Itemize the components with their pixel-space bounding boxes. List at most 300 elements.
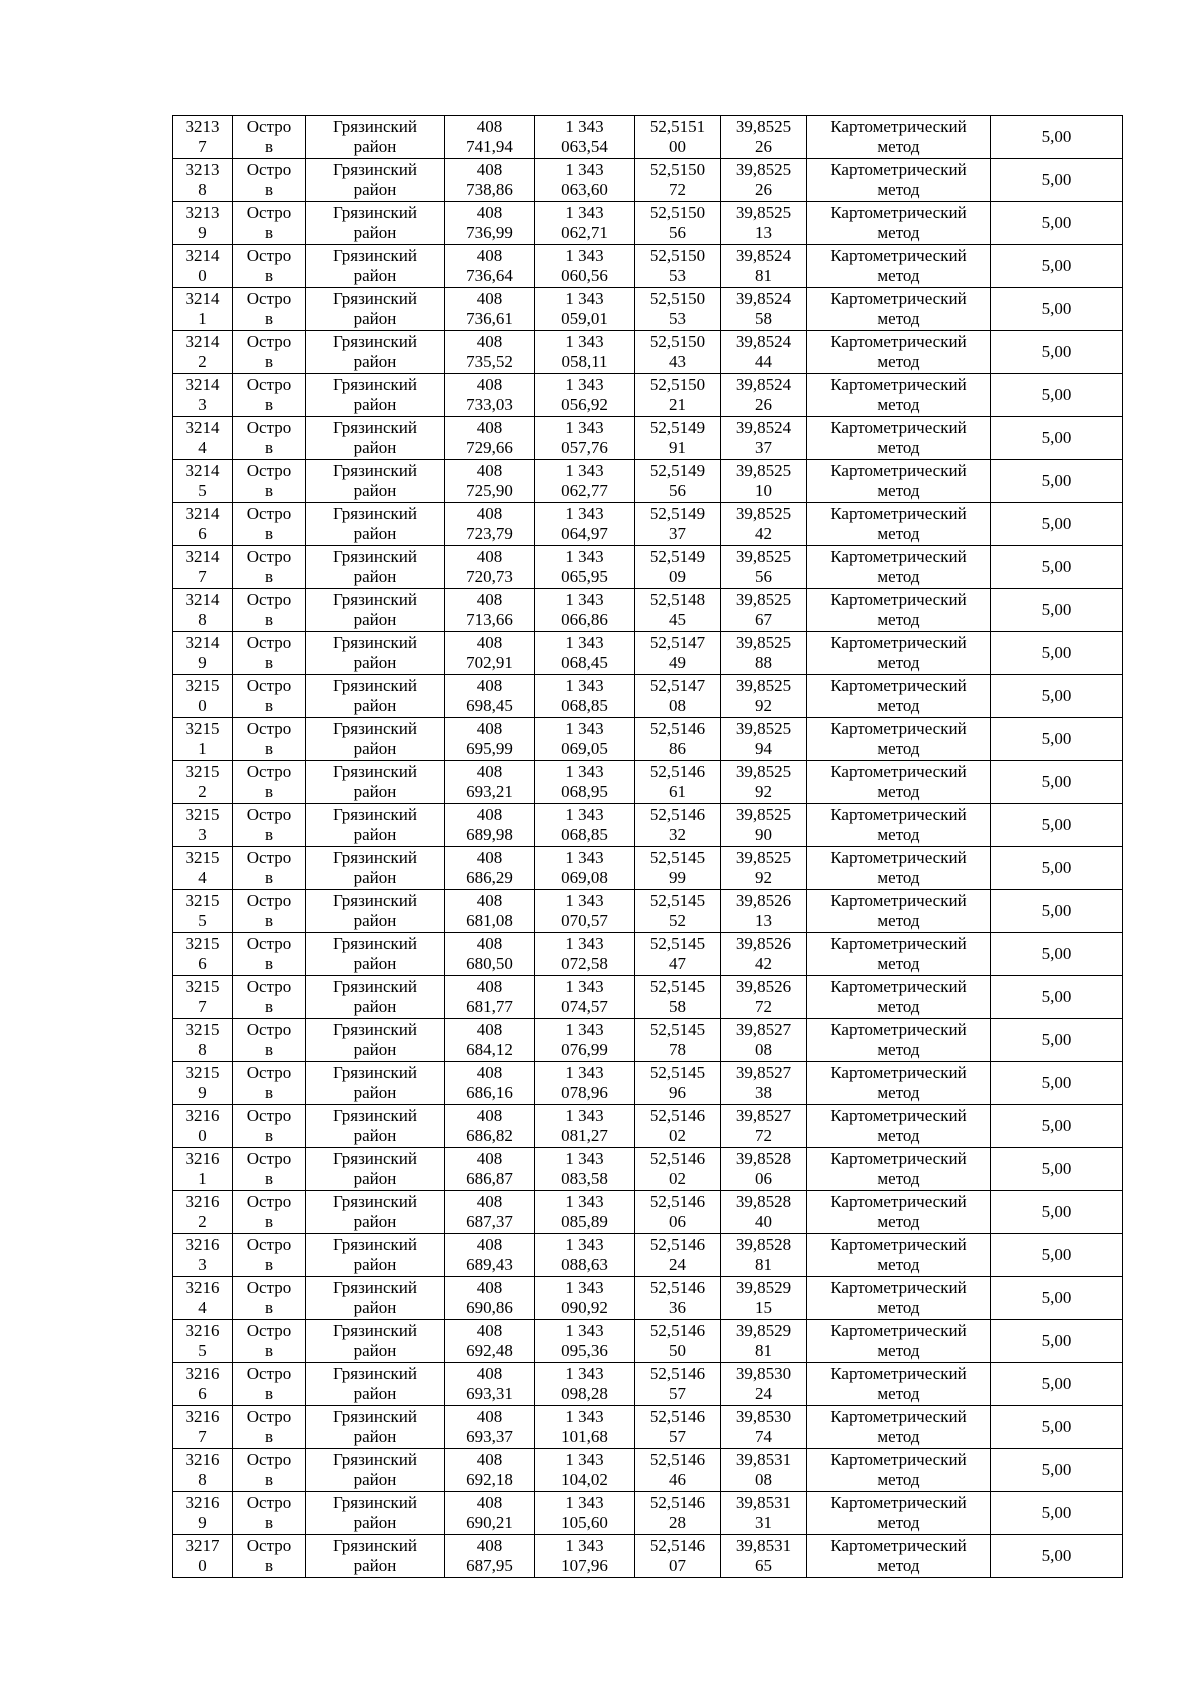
point-number-text: 3215 [185, 1063, 220, 1082]
coord-x-text: 408 [476, 676, 503, 695]
coord-y-text: 060,56 [561, 266, 608, 285]
coord-y-cell [535, 1320, 635, 1363]
method-text: метод [877, 223, 920, 242]
method-cell [807, 1449, 991, 1492]
accuracy-cell [991, 890, 1123, 933]
coord-x-cell [445, 159, 535, 202]
latitude-cell [635, 890, 721, 933]
district-text: Грязинский [333, 375, 417, 394]
district-text: район [353, 1255, 397, 1274]
longitude-text: 39,8525 [735, 805, 792, 824]
coord-y-text: 057,76 [561, 438, 608, 457]
object-type-cell [233, 1191, 306, 1234]
point-number-cell [173, 1406, 233, 1449]
latitude-text: 02 [669, 1169, 686, 1188]
coord-x-text: 690,86 [466, 1298, 513, 1317]
longitude-text: 39,8525 [735, 719, 792, 738]
object-type-cell [233, 804, 306, 847]
longitude-text: 39,8528 [735, 1235, 792, 1254]
longitude-text: 40 [755, 1212, 772, 1231]
district-cell [306, 1449, 445, 1492]
district-text: Грязинский [333, 805, 417, 824]
coord-y-text: 058,11 [561, 352, 608, 371]
latitude-cell [635, 1363, 721, 1406]
point-number-text: 3 [198, 825, 207, 844]
latitude-text: 46 [669, 1470, 686, 1489]
coord-y-cell [535, 1019, 635, 1062]
object-type-cell [233, 976, 306, 1019]
latitude-cell [635, 245, 721, 288]
object-type-cell [233, 1105, 306, 1148]
method-cell [807, 1320, 991, 1363]
latitude-text: 50 [669, 1341, 686, 1360]
coord-x-text: 408 [476, 1321, 503, 1340]
accuracy-text: 5,00 [1041, 1202, 1072, 1221]
table-row [173, 1406, 1123, 1449]
point-number-text: 7 [198, 567, 207, 586]
coord-y-text: 1 343 [565, 375, 604, 394]
method-text: Картометрический [830, 418, 967, 437]
latitude-text: 52,5145 [649, 1063, 706, 1082]
method-text: метод [877, 1513, 920, 1532]
accuracy-text: 5,00 [1041, 1030, 1072, 1049]
latitude-text: 52,5146 [649, 1493, 706, 1512]
point-number-text: 9 [198, 223, 207, 242]
coord-y-text: 1 343 [565, 848, 604, 867]
method-text: метод [877, 481, 920, 500]
district-cell [306, 1234, 445, 1277]
coord-y-cell [535, 1191, 635, 1234]
latitude-cell [635, 589, 721, 632]
coord-x-cell [445, 288, 535, 331]
coord-x-text: 725,90 [466, 481, 513, 500]
district-text: район [353, 567, 397, 586]
point-number-text: 3213 [185, 203, 220, 222]
object-type-text: Остро [246, 289, 292, 308]
coord-x-text: 408 [476, 375, 503, 394]
coord-x-text: 408 [476, 762, 503, 781]
coord-y-cell [535, 1449, 635, 1492]
method-cell [807, 374, 991, 417]
object-type-text: в [264, 1298, 274, 1317]
longitude-text: 39,8524 [735, 418, 792, 437]
method-cell [807, 245, 991, 288]
table-row [173, 417, 1123, 460]
coord-y-text: 064,97 [561, 524, 608, 543]
latitude-text: 52,5150 [649, 332, 706, 351]
latitude-cell [635, 1449, 721, 1492]
district-cell [306, 546, 445, 589]
longitude-text: 39,8525 [735, 117, 792, 136]
coord-y-cell [535, 890, 635, 933]
latitude-text: 52,5148 [649, 590, 706, 609]
latitude-cell [635, 1320, 721, 1363]
latitude-text: 52,5146 [649, 1536, 706, 1555]
method-text: Картометрический [830, 891, 967, 910]
longitude-text: 81 [755, 266, 772, 285]
district-text: Грязинский [333, 1450, 417, 1469]
coord-y-cell [535, 1492, 635, 1535]
coord-y-cell [535, 460, 635, 503]
method-cell [807, 589, 991, 632]
method-text: метод [877, 266, 920, 285]
method-text: метод [877, 137, 920, 156]
object-type-text: Остро [246, 633, 292, 652]
coord-x-cell [445, 589, 535, 632]
coord-y-text: 1 343 [565, 1020, 604, 1039]
object-type-text: Остро [246, 504, 292, 523]
accuracy-text: 5,00 [1041, 1245, 1072, 1264]
latitude-cell [635, 1406, 721, 1449]
object-type-cell [233, 1535, 306, 1578]
district-text: Грязинский [333, 1493, 417, 1512]
point-number-cell [173, 374, 233, 417]
point-number-cell [173, 116, 233, 159]
object-type-text: в [264, 567, 274, 586]
object-type-cell [233, 933, 306, 976]
object-type-text: Остро [246, 418, 292, 437]
point-number-text: 3215 [185, 848, 220, 867]
latitude-text: 56 [669, 223, 686, 242]
coord-y-text: 083,58 [561, 1169, 608, 1188]
coord-y-text: 066,86 [561, 610, 608, 629]
coord-x-text: 687,95 [466, 1556, 513, 1575]
object-type-cell [233, 1492, 306, 1535]
coord-y-cell [535, 933, 635, 976]
accuracy-text: 5,00 [1041, 1073, 1072, 1092]
method-text: Картометрический [830, 1235, 967, 1254]
coord-y-cell [535, 546, 635, 589]
point-number-text: 6 [198, 954, 207, 973]
coord-y-text: 1 343 [565, 1450, 604, 1469]
coord-x-text: 408 [476, 289, 503, 308]
coord-y-text: 1 343 [565, 719, 604, 738]
latitude-cell [635, 1062, 721, 1105]
longitude-text: 31 [755, 1513, 772, 1532]
point-number-text: 3214 [185, 590, 220, 609]
accuracy-cell [991, 1320, 1123, 1363]
coord-x-cell [445, 503, 535, 546]
method-text: метод [877, 1556, 920, 1575]
latitude-text: 37 [669, 524, 686, 543]
district-cell [306, 804, 445, 847]
accuracy-text: 5,00 [1041, 1546, 1072, 1565]
district-text: Грязинский [333, 633, 417, 652]
object-type-text: Остро [246, 246, 292, 265]
point-number-cell [173, 245, 233, 288]
object-type-cell [233, 1277, 306, 1320]
longitude-text: 39,8526 [735, 934, 792, 953]
district-text: Грязинский [333, 418, 417, 437]
accuracy-cell [991, 718, 1123, 761]
point-number-cell [173, 460, 233, 503]
coord-y-text: 065,95 [561, 567, 608, 586]
object-type-cell [233, 1148, 306, 1191]
longitude-cell [721, 1449, 807, 1492]
method-text: Картометрический [830, 762, 967, 781]
object-type-cell [233, 503, 306, 546]
accuracy-text: 5,00 [1041, 944, 1072, 963]
longitude-text: 39,8526 [735, 891, 792, 910]
longitude-text: 26 [755, 395, 772, 414]
latitude-cell [635, 374, 721, 417]
object-type-text: Остро [246, 1020, 292, 1039]
point-number-text: 8 [198, 1470, 207, 1489]
longitude-text: 08 [755, 1040, 772, 1059]
latitude-text: 32 [669, 825, 686, 844]
coord-x-text: 408 [476, 1536, 503, 1555]
coord-y-text: 069,05 [561, 739, 608, 758]
method-text: Картометрический [830, 633, 967, 652]
latitude-text: 52,5146 [649, 1235, 706, 1254]
longitude-text: 44 [755, 352, 772, 371]
longitude-text: 37 [755, 438, 772, 457]
latitude-text: 96 [669, 1083, 686, 1102]
coord-y-text: 069,08 [561, 868, 608, 887]
longitude-text: 39,8525 [735, 676, 792, 695]
latitude-text: 52,5146 [649, 762, 706, 781]
coord-x-cell [445, 1105, 535, 1148]
coord-y-text: 1 343 [565, 805, 604, 824]
coord-y-text: 068,85 [561, 696, 608, 715]
latitude-text: 58 [669, 997, 686, 1016]
method-text: Картометрический [830, 1450, 967, 1469]
coord-x-cell [445, 933, 535, 976]
coord-y-text: 1 343 [565, 676, 604, 695]
latitude-cell [635, 202, 721, 245]
object-type-text: Остро [246, 117, 292, 136]
longitude-cell [721, 976, 807, 1019]
method-text: метод [877, 997, 920, 1016]
coord-y-text: 1 343 [565, 203, 604, 222]
longitude-text: 39,8525 [735, 633, 792, 652]
accuracy-cell [991, 1191, 1123, 1234]
accuracy-cell [991, 589, 1123, 632]
district-text: Грязинский [333, 461, 417, 480]
method-cell [807, 1105, 991, 1148]
district-text: район [353, 524, 397, 543]
coord-x-cell [445, 116, 535, 159]
point-number-cell [173, 159, 233, 202]
coord-x-cell [445, 331, 535, 374]
latitude-text: 52,5146 [649, 1278, 706, 1297]
coord-x-text: 686,82 [466, 1126, 513, 1145]
district-cell [306, 374, 445, 417]
district-cell [306, 847, 445, 890]
accuracy-text: 5,00 [1041, 901, 1072, 920]
object-type-text: Остро [246, 332, 292, 351]
point-number-text: 3214 [185, 375, 220, 394]
object-type-cell [233, 546, 306, 589]
latitude-cell [635, 976, 721, 1019]
object-type-cell [233, 202, 306, 245]
method-text: метод [877, 1470, 920, 1489]
coord-x-text: 408 [476, 504, 503, 523]
point-number-text: 3216 [185, 1364, 220, 1383]
coord-x-text: 408 [476, 805, 503, 824]
method-text: метод [877, 567, 920, 586]
coord-y-text: 1 343 [565, 590, 604, 609]
coord-y-text: 059,01 [561, 309, 608, 328]
coord-y-text: 1 343 [565, 1235, 604, 1254]
point-number-text: 3214 [185, 633, 220, 652]
district-text: район [353, 266, 397, 285]
coord-x-text: 408 [476, 547, 503, 566]
coord-y-text: 062,77 [561, 481, 608, 500]
coord-x-cell [445, 890, 535, 933]
latitude-text: 53 [669, 309, 686, 328]
object-type-text: в [264, 653, 274, 672]
coord-x-text: 736,64 [466, 266, 513, 285]
point-number-text: 3215 [185, 1020, 220, 1039]
longitude-cell [721, 1191, 807, 1234]
latitude-text: 52,5150 [649, 203, 706, 222]
method-text: Картометрический [830, 332, 967, 351]
point-number-text: 3216 [185, 1192, 220, 1211]
point-number-cell [173, 1449, 233, 1492]
longitude-text: 92 [755, 868, 772, 887]
district-cell [306, 1105, 445, 1148]
method-cell [807, 460, 991, 503]
method-cell [807, 202, 991, 245]
object-type-text: в [264, 223, 274, 242]
method-text: Картометрический [830, 1364, 967, 1383]
district-text: район [353, 997, 397, 1016]
point-number-text: 3213 [185, 160, 220, 179]
method-text: метод [877, 653, 920, 672]
longitude-cell [721, 718, 807, 761]
accuracy-cell [991, 288, 1123, 331]
accuracy-cell [991, 546, 1123, 589]
accuracy-cell [991, 675, 1123, 718]
coord-y-text: 074,57 [561, 997, 608, 1016]
point-number-text: 4 [198, 438, 207, 457]
method-cell [807, 503, 991, 546]
longitude-text: 42 [755, 524, 772, 543]
latitude-text: 43 [669, 352, 686, 371]
table-row [173, 890, 1123, 933]
accuracy-cell [991, 116, 1123, 159]
coord-y-text: 1 343 [565, 160, 604, 179]
object-type-cell [233, 374, 306, 417]
district-text: Грязинский [333, 1192, 417, 1211]
accuracy-text: 5,00 [1041, 1460, 1072, 1479]
method-text: метод [877, 1341, 920, 1360]
object-type-text: Остро [246, 1149, 292, 1168]
coord-x-text: 408 [476, 1364, 503, 1383]
coord-x-text: 693,31 [466, 1384, 513, 1403]
method-text: метод [877, 180, 920, 199]
object-type-text: Остро [246, 1278, 292, 1297]
coord-x-cell [445, 1449, 535, 1492]
method-text: метод [877, 438, 920, 457]
table-row [173, 804, 1123, 847]
latitude-text: 52,5146 [649, 1321, 706, 1340]
coord-y-cell [535, 1105, 635, 1148]
table-row [173, 976, 1123, 1019]
longitude-text: 39,8524 [735, 246, 792, 265]
point-number-text: 2 [198, 1212, 207, 1231]
district-cell [306, 1320, 445, 1363]
point-number-text: 3216 [185, 1321, 220, 1340]
accuracy-text: 5,00 [1041, 1374, 1072, 1393]
coord-y-cell [535, 288, 635, 331]
point-number-text: 1 [198, 309, 207, 328]
method-text: Картометрический [830, 504, 967, 523]
point-number-text: 3216 [185, 1106, 220, 1125]
longitude-cell [721, 503, 807, 546]
district-text: Грязинский [333, 289, 417, 308]
object-type-text: Остро [246, 805, 292, 824]
point-number-text: 3216 [185, 1407, 220, 1426]
object-type-cell [233, 761, 306, 804]
accuracy-cell [991, 202, 1123, 245]
object-type-text: в [264, 1341, 274, 1360]
district-cell [306, 417, 445, 460]
coord-x-cell [445, 245, 535, 288]
district-text: район [353, 782, 397, 801]
accuracy-cell [991, 1363, 1123, 1406]
table-row [173, 675, 1123, 718]
method-cell [807, 761, 991, 804]
point-number-cell [173, 976, 233, 1019]
coord-y-cell [535, 1406, 635, 1449]
district-cell [306, 718, 445, 761]
object-type-cell [233, 847, 306, 890]
accuracy-cell [991, 331, 1123, 374]
point-number-cell [173, 1148, 233, 1191]
method-cell [807, 675, 991, 718]
method-text: Картометрический [830, 1493, 967, 1512]
table-row [173, 159, 1123, 202]
accuracy-text: 5,00 [1041, 299, 1072, 318]
district-text: район [353, 696, 397, 715]
point-number-cell [173, 288, 233, 331]
point-number-text: 3214 [185, 332, 220, 351]
latitude-cell [635, 503, 721, 546]
district-text: район [353, 223, 397, 242]
point-number-text: 3214 [185, 504, 220, 523]
coord-x-cell [445, 1492, 535, 1535]
object-type-text: в [264, 1556, 274, 1575]
method-text: Картометрический [830, 934, 967, 953]
accuracy-text: 5,00 [1041, 385, 1072, 404]
coord-x-text: 689,43 [466, 1255, 513, 1274]
coord-x-text: 408 [476, 418, 503, 437]
point-number-text: 3215 [185, 719, 220, 738]
coord-y-text: 1 343 [565, 461, 604, 480]
district-text: район [353, 1212, 397, 1231]
method-text: Картометрический [830, 1020, 967, 1039]
coord-x-text: 408 [476, 246, 503, 265]
district-text: Грязинский [333, 547, 417, 566]
coord-y-cell [535, 589, 635, 632]
district-text: Грязинский [333, 719, 417, 738]
accuracy-cell [991, 1234, 1123, 1277]
longitude-text: 39,8528 [735, 1192, 792, 1211]
coord-y-text: 063,60 [561, 180, 608, 199]
latitude-text: 52,5150 [649, 160, 706, 179]
latitude-text: 52,5146 [649, 1106, 706, 1125]
longitude-text: 39,8525 [735, 762, 792, 781]
coord-x-text: 681,08 [466, 911, 513, 930]
coord-x-text: 687,37 [466, 1212, 513, 1231]
longitude-text: 39,8524 [735, 332, 792, 351]
district-cell [306, 1492, 445, 1535]
longitude-text: 92 [755, 782, 772, 801]
longitude-text: 06 [755, 1169, 772, 1188]
latitude-text: 52,5145 [649, 977, 706, 996]
